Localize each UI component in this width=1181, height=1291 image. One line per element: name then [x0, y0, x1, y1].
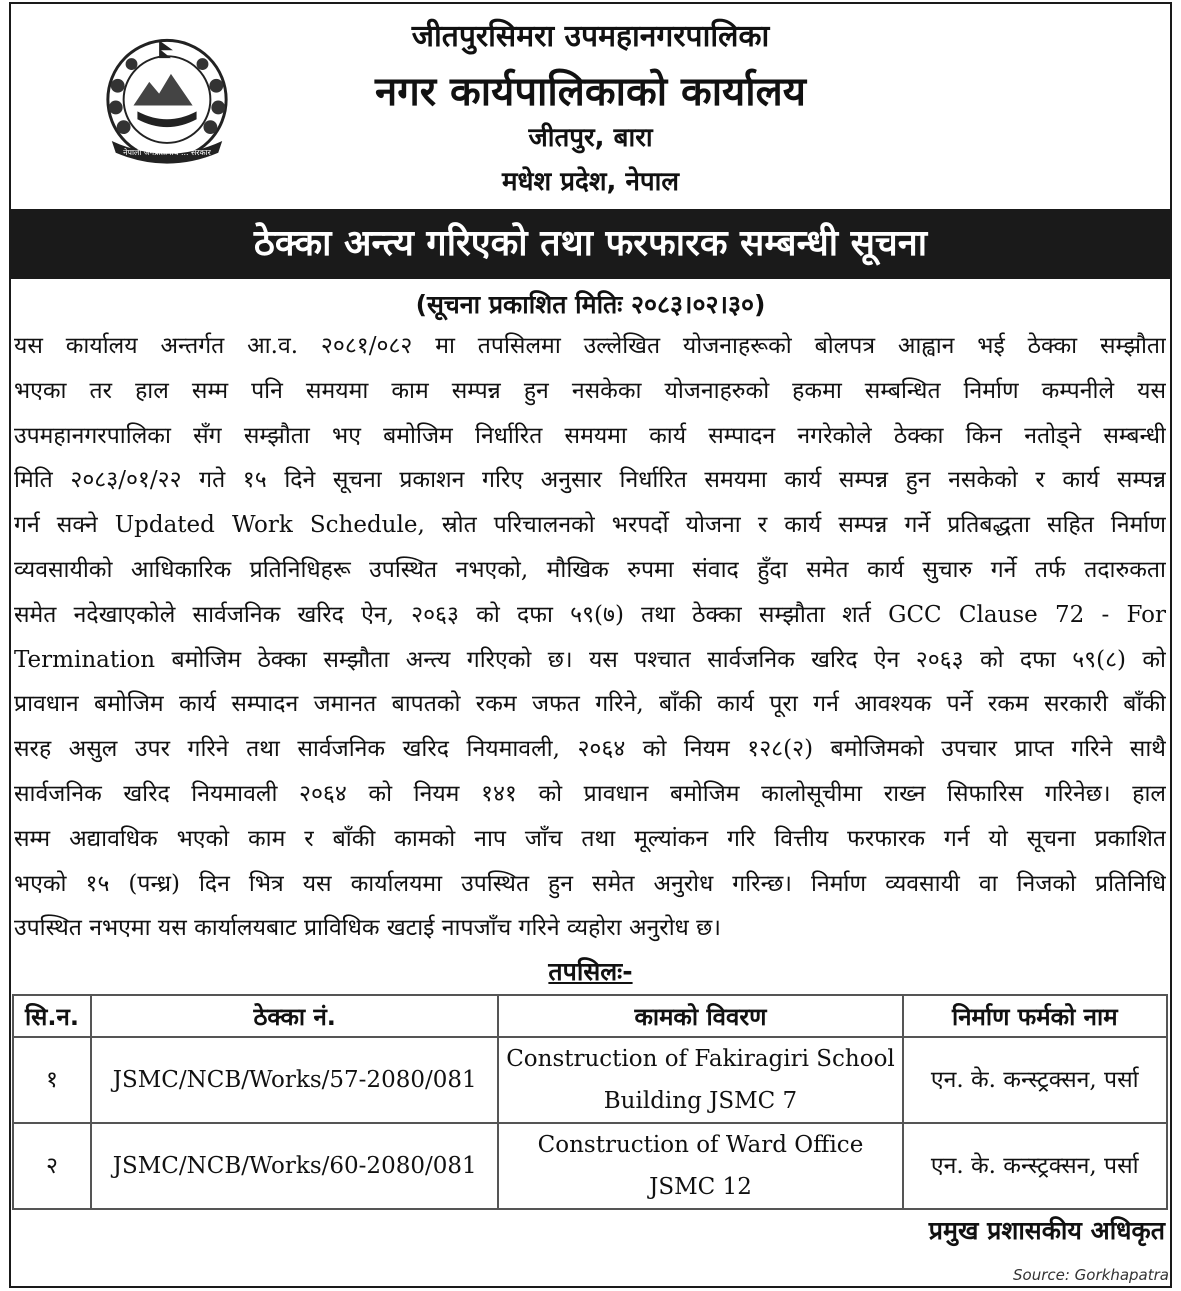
cell-serial: १ [13, 1037, 91, 1123]
desc-line: JSMC 12 [649, 1174, 752, 1200]
office-name: नगर कार्यपालिकाको कार्यालय [375, 69, 806, 115]
body-line: भएको १५ (पन्ध्र) दिन भित्र यस कार्यालयमा उपस्थित हुन समेत अनुरोध गरिन्छ। निर्माण व्यवसायी वा निजको प्रतिनिधि [14, 870, 1166, 897]
col-contract-no: ठेक्का नं. [91, 995, 498, 1037]
body-line: समेत नदेखाएकोले सार्वजनिक खरिद ऐन, २०६३ को दफा ५९(७) तथा ठेक्का सम्झौता शर्त GCC Clause 72 - For [14, 601, 1166, 628]
cell-serial: २ [13, 1123, 91, 1209]
body-line: Termination बमोजिम ठेक्का सम्झौता अन्त्य गरिएको छ। यस पश्चात सार्वजनिक खरिद ऐन २०६३ को दफा ५९(८) को [14, 646, 1166, 673]
desc-line: Building JSMC 7 [603, 1088, 798, 1114]
body-line: सरह असुल उपर गरिने तथा सार्वजनिक खरिद नियमावली, २०६४ को नियम १२८(२) बमोजिमको उपचार प्राप्त गरिने साथै [14, 736, 1166, 763]
municipality-name: जीतपुरसिमरा उपमहानगरपालिका [411, 19, 770, 54]
cell-contract-no: JSMC/NCB/Works/60-2080/081 [91, 1123, 498, 1209]
schedule-heading: तपसिलः- [548, 957, 633, 986]
desc-line: Construction of Fakiragiri School [506, 1046, 895, 1072]
source-credit: Source: Gorkhapatra [1013, 1266, 1169, 1284]
cell-firm-name: एन. के. कन्स्ट्रक्सन, पर्सा [903, 1123, 1167, 1209]
publish-date: (सूचना प्रकाशित मितिः २०८३।०२।३०) [415, 290, 766, 319]
cell-firm-name: एन. के. कन्स्ट्रक्सन, पर्सा [903, 1037, 1167, 1123]
table-header-row [13, 995, 1167, 1037]
col-firm-name: निर्माण फर्मको नाम [903, 995, 1167, 1037]
body-line: यस कार्यालय अन्तर्गत आ.व. २०८१/०८२ मा तपसिलमा उल्लेखित योजनाहरूको बोलपत्र आह्वान भई ठेक्का सम्झौता [14, 333, 1166, 359]
office-location: जीतपुर, बारा [528, 123, 653, 153]
desc-line: Construction of Ward Office [537, 1132, 864, 1158]
cell-contract-no: JSMC/NCB/Works/57-2080/081 [91, 1037, 498, 1123]
cell-work-description [498, 1037, 902, 1123]
body-line: प्रावधान बमोजिम कार्य सम्पादन जमानत बापतको रकम जफत गरिने, बाँकी कार्य पूरा गर्न आवश्यक पर्ने रकम सरकारी बाँकी [14, 691, 1166, 718]
table-row [13, 1123, 1167, 1209]
province-country: मधेश प्रदेश, नेपाल [501, 167, 680, 197]
table-row [13, 1037, 1167, 1123]
col-serial: सि.न. [13, 995, 91, 1037]
body-line: गर्न सक्ने Updated Work Schedule, स्रोत परिचालनको भरपर्दो योजना र कार्य सम्पन्न गर्ने प्रतिबद्धता सहित निर्माण [14, 512, 1166, 539]
body-line: व्यवसायीको आधिकारिक प्रतिनिधिहरू उपस्थित नभएको, मौखिक रुपमा संवाद हुँदा समेत कार्य सुचारु गर्ने तर्फ तदारुकता [14, 556, 1166, 583]
body-line: मिति २०८३/०१/२२ गते १५ दिने सूचना प्रकाशन गरिए अनुसार निर्धारित समयमा कार्य सम्पन्न हुन नसकेको र कार्य सम्पन्न [14, 467, 1166, 494]
body-line: उपस्थित नभएमा यस कार्यालयबाट प्राविधिक खटाई नापजाँच गरिने व्यहोरा अनुरोध छ। [14, 915, 721, 942]
cell-work-description [498, 1123, 902, 1209]
body-line: सम्म अद्यावधिक भएको काम र बाँकी कामको नाप जाँच तथा मूल्यांकन गरि वित्तीय फरफारक गर्न यो सूचना प्रकाशित [14, 825, 1166, 852]
contract-table [12, 994, 1168, 1210]
svg-text:नेपाली जनप्रतिनिधि ... सरकार: नेपाली जनप्रतिनिधि ... सरकार [123, 147, 211, 157]
col-work-description: कामको विवरण [498, 995, 902, 1037]
body-line: उपमहानगरपालिका सँग सम्झौता भए बमोजिम निर्धारित समयमा कार्य सम्पादन नगरेकोले ठेक्का किन नतोड्ने सम्बन्धी [14, 422, 1166, 449]
signatory-title: प्रमुख प्रशासकीय अधिकृत [928, 1216, 1165, 1245]
body-line: सार्वजनिक खरिद नियमावली २०६४ को नियम १४१ को प्रावधान बमोजिम कालोसूचीमा राख्न सिफारिस गरिनेछ। हाल [14, 780, 1166, 807]
notice-body [14, 324, 1166, 951]
notice-title: ठेक्का अन्त्य गरिएको तथा फरफारक सम्बन्धी सूचना [9, 209, 1172, 279]
body-line: भएका तर हाल सम्म पनि समयमा काम सम्पन्न हुन नसकेका योजनाहरुको हकमा सम्बन्धित निर्माण कम्पनीले यस [14, 377, 1166, 404]
